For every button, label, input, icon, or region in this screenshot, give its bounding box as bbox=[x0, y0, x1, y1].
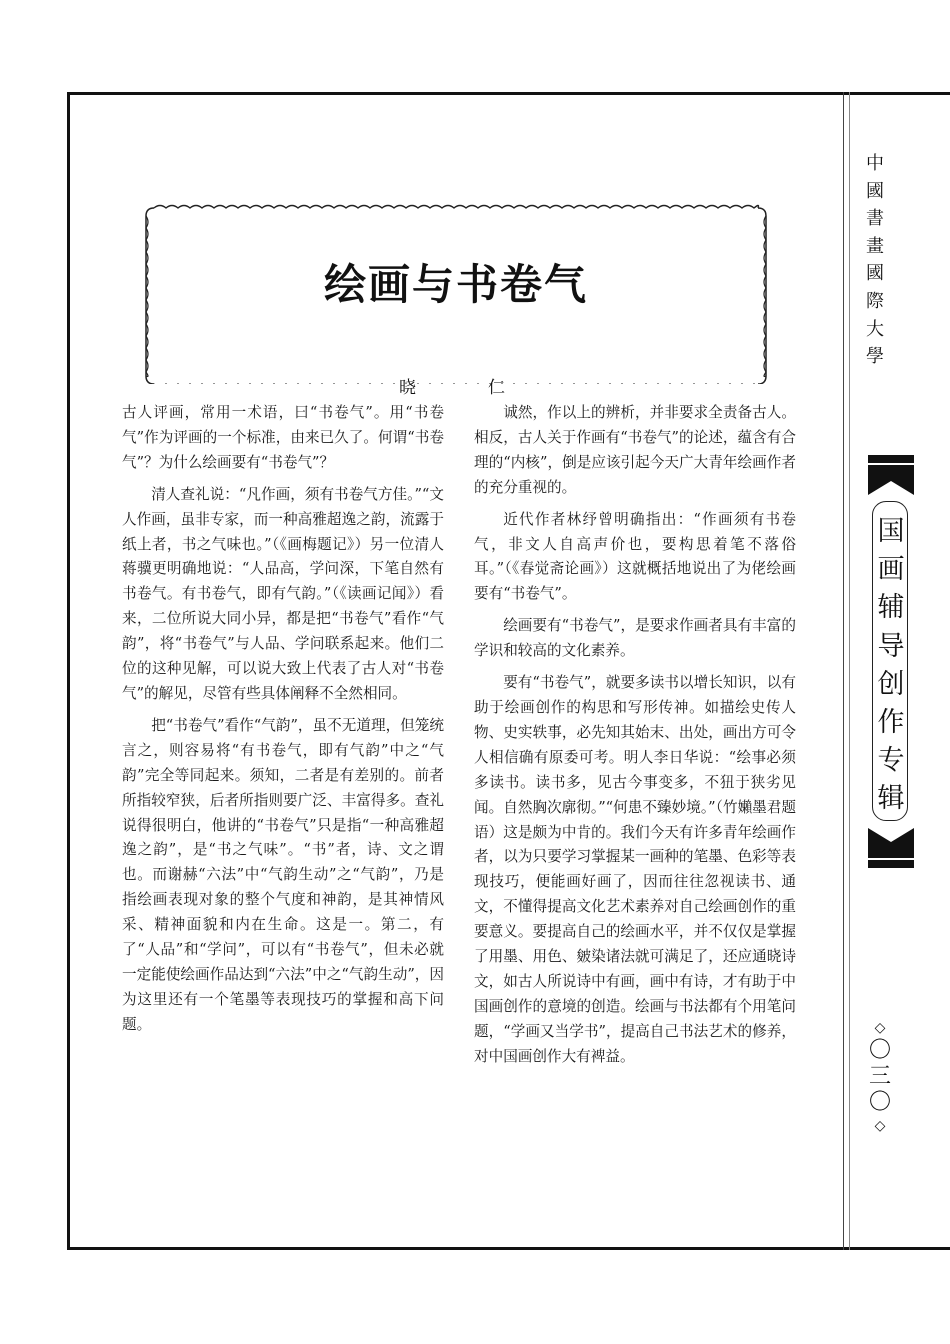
journal-char: 大 bbox=[866, 318, 884, 340]
journal-char: 國 bbox=[866, 263, 884, 285]
series-title-vertical bbox=[866, 513, 916, 819]
series-char: 画 bbox=[877, 554, 905, 586]
series-char: 专 bbox=[877, 745, 905, 777]
journal-char: 書 bbox=[866, 208, 884, 230]
series-char: 国 bbox=[877, 516, 905, 547]
series-cap-top bbox=[866, 455, 916, 505]
paragraph: 把“书卷气”看作“气韵”，虽不无道理，但笼统言之，则容易将“有书卷气，即有气韵”中之“气韵”完全等同起来。须知，二者是有差别的。前者所指较窄狭，后者所指则要广泛、丰富得多。查礼说得很明白，他讲的“书卷气”只是指“一种高雅超逸之韵”，是“书之气味”。“书”者，诗、文之谓也。而谢赫“六法”中“气韵生动”之“气韵”，乃是指绘画表现对象的整个气度和神韵，是其神情风采、精神面貌和内在生命。这是一。第二，有了“人品”和“学问”，可以有“书卷气”，但未必就一定能使绘画作品达到“六法”中之“气韵生动”，因为这里还有一个笔墨等表现技巧的掌握和高下问题。 bbox=[122, 716, 444, 1033]
paragraph: 清人查礼说：“凡作画，须有书卷气方佳。”“文人作画，虽非专家，而一种高雅超逸之韵，流露于纸上者，书之气味也。”（《画梅题记》）另一位清人蒋骥更明确地说：“人品高，学问深，下笔自然有书卷气。有书卷气，即有气韵。”（《读画记闻》）看来，二位所说大同小异，都是把“书卷气”看作“气韵”，将“书卷气”与人品、学问联系起来。他们二位的这种见解，可以说大致上代表了古人对“书卷气”的解见，尽管有些具体阐释不全然相同。 bbox=[122, 485, 444, 702]
author-family-name: 仁 bbox=[488, 378, 505, 398]
page-digit: 三 bbox=[868, 1064, 891, 1089]
journal-char: 學 bbox=[866, 346, 884, 368]
series-char: 作 bbox=[877, 707, 905, 739]
series-label bbox=[866, 455, 916, 868]
sidebar-rule-inner bbox=[849, 92, 850, 1250]
series-char: 辑 bbox=[877, 783, 905, 815]
diamond-ornament-icon: ◇ bbox=[874, 1118, 886, 1134]
journal-char: 中 bbox=[866, 153, 884, 174]
series-char: 创 bbox=[877, 668, 905, 700]
journal-char: 畫 bbox=[866, 235, 884, 257]
journal-name-vertical bbox=[860, 150, 890, 371]
page-digit: 〇 bbox=[868, 1038, 891, 1063]
paragraph: 要有“书卷气”，就要多读书以增长知识，以有助于绘画创作的构思和写形传神。如描绘史传人物、史实轶事，必先知其始末、出处，画出方可令人相信确有原委可考。明人李日华说：“绘事必须多读书。读书多，见古今事变多，不狃于狭劣见闻。自然胸次廓彻。”“何患不臻妙境。”（竹嬾墨君题语）这是颇为中肯的。我们今天有许多青年绘画作者，以为只要学习掌握某一画种的笔墨、色彩等表现技巧，便能画好画了，因而往往忽视读书、通文，不懂得提高文化艺术素养对自己绘画创作的重要意义。要提高自己的绘画水平，并不仅仅是掌握了用墨、用色、皴染诸法就可满足了，还应通晓诗文，如古人所说诗中有画，画中有诗，才有助于中国画创作的意境的创造。绘画与书法都有个用笔问题，“学画又当学书”，提高自己书法艺术的修养，对中国画创作大有裨益。 bbox=[474, 674, 796, 1065]
page-digit: 〇 bbox=[868, 1090, 891, 1115]
journal-char: 際 bbox=[866, 290, 884, 312]
paragraph: 古人评画，常用一术语，曰“书卷气”。用“书卷气”作为评画的一个标准，由来已久了。何谓“书卷气”？为什么绘画要有“书卷气”？ bbox=[122, 404, 444, 471]
paragraph: 近代作者林纾曾明确指出：“作画须有书卷气，非文人自高声价也，要构思着笔不落俗耳。”（《春觉斋论画》）这就概括地说出了为佬绘画要有“书卷气”。 bbox=[474, 510, 796, 603]
right-column bbox=[474, 401, 796, 1077]
author-given-name: 晓 bbox=[399, 378, 416, 398]
page-number-vertical bbox=[862, 1018, 898, 1136]
journal-char: 國 bbox=[866, 180, 884, 202]
series-cap-bottom bbox=[866, 818, 916, 868]
article-title: 绘画与书卷气 bbox=[323, 260, 588, 309]
left-column bbox=[122, 401, 444, 1045]
diamond-ornament-icon: ◇ bbox=[874, 1020, 886, 1036]
sidebar-rule bbox=[843, 92, 844, 1250]
paragraph: 诚然，作以上的辨析，并非要求全责备古人。相反，古人关于作画有“书卷气”的论述，蕴含有合理的“内核”，倒是应该引起今天广大青年绘画作者的充分重视的。 bbox=[474, 404, 796, 496]
series-char: 辅 bbox=[877, 592, 905, 624]
series-char: 导 bbox=[877, 630, 905, 662]
paragraph: 绘画要有“书卷气”，是要求作画者具有丰富的学识和较高的文化素养。 bbox=[474, 617, 796, 660]
title-box bbox=[144, 200, 768, 384]
